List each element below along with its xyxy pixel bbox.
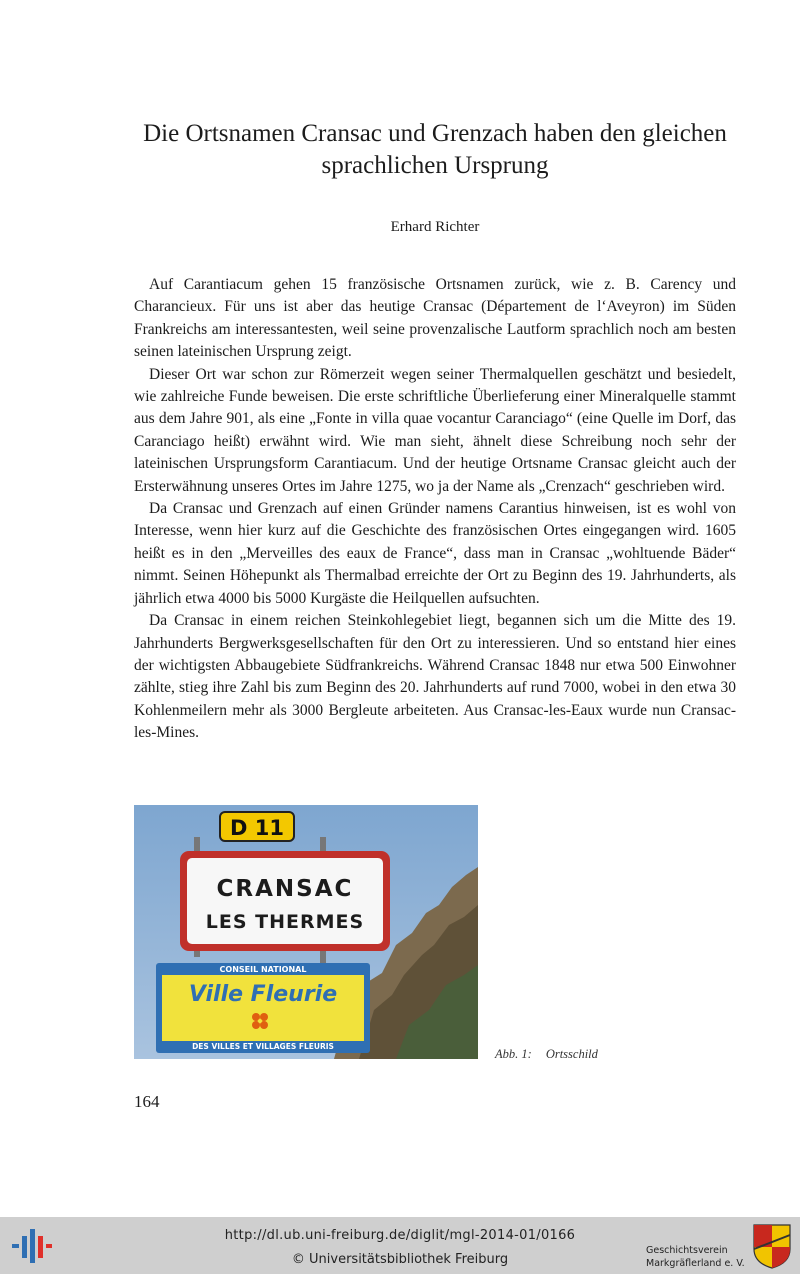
footer-library-credit: © Universitätsbibliothek Freiburg [291,1252,509,1267]
badge-bottom-label: DES VILLES ET VILLAGES FLEURIS [192,1042,334,1051]
title-line-1: Die Ortsnamen Cransac und Grenzach haben den gleichen [143,120,727,147]
footer-url-link[interactable]: http://dl.ub.uni-freiburg.de/diglit/mgl-2014-01/0166 [224,1228,576,1243]
page-number: 164 [134,1092,160,1111]
caption-number: Abb. 1: [495,1047,532,1061]
paragraph-1: Auf Carantiacum gehen 15 französische Ortsnamen zurück, wie z. B. Carency und Charancieux. Für uns ist aber das heutige Cransac (Département de l‘Aveyron) im Süden Frankreichs am interessantesten, weil seine provenzalische Lautform sprachlich noch am besten seinen lateinischen Ursprung zeigt. [134,276,736,361]
caption-text: Ortsschild [545,1047,598,1061]
article-body [134,274,736,745]
society-line-1: Geschichtsverein [646,1245,728,1256]
title-line-2: sprachlichen Ursprung [321,152,549,179]
paragraph-2: Dieser Ort war schon zur Römerzeit wegen seiner Thermalquellen geschätzt und besiedelt, wie zahlreiche Funde beweisen. Die erste schriftliche Überlieferung einer Mineralquelle stammt aus dem Jahre 901, als eine „Fonte in villa quae vocantur Caranciago“ (eine Quelle im Dorf, das Caranciago heißt) erwähnt wird. Wie man sieht, ähnelt diese Schreibung noch sehr der lateinischen Ursprungsform Carantiacum. Und der heutige Ortsname Cransac gleicht auch der Ersterwähnung unseres Ortes im Jahre 1275, wo ja der Name als „Crenzach“ geschrieben wird. [134,365,736,495]
coat-of-arms-icon [752,1223,792,1269]
road-number-label: D 11 [230,816,284,840]
society-name [646,1244,754,1270]
ub-freiburg-logo-icon [12,1225,52,1265]
author-name: Erhard Richter [390,219,480,235]
paragraph-3: Da Cransac und Grenzach auf einen Gründer namens Carantius hinweisen, ist es wohl von Interesse, wenn hier kurz auf die Geschichte des französischen Ortes eingegangen wird. 1605 heißt es in den „Merveilles des eaux de France“, dass man in Cransac „wohltuende Bäder“ nimmt. Seinen Höhepunkt als Thermalbad erreichte der Ort zu Beginn des 19. Jahrhunderts, als jährlich etwa 4000 bis 5000 Kurgäste die Heilquellen aufsuchten. [134,500,736,607]
town-subtitle-label: LES THERMES [205,911,365,933]
town-sign-photo [134,805,478,1059]
town-name-label: CRANSAC [216,876,354,902]
society-line-2: Markgräflerland e. V. [646,1258,745,1269]
footer-bar [0,1217,800,1274]
badge-top-label: CONSEIL NATIONAL [219,965,307,974]
badge-main-label: Ville Fleurie [188,982,338,1007]
paragraph-4: Da Cransac in einem reichen Steinkohlegebiet liegt, begannen sich um die Mitte des 19. Jahrhunderts Bergwerksgesellschaften für den Ort zu interessieren. Und so entstand hier eines der wichtigsten Abbaugebiete Südfrankreichs. Während Cransac 1848 nur etwa 500 Einwohner zählte, stieg ihre Zahl bis zum Beginn des 20. Jahrhunderts auf rund 7000, wobei in den etwa 30 Kohlenmeilern mehr als 3000 Bergleute arbeiteten. Aus Cransac-les-Eaux wurde nun Cransac-les-Mines. [134,612,736,742]
article-title [100,118,770,182]
figure-caption [495,1047,612,1062]
